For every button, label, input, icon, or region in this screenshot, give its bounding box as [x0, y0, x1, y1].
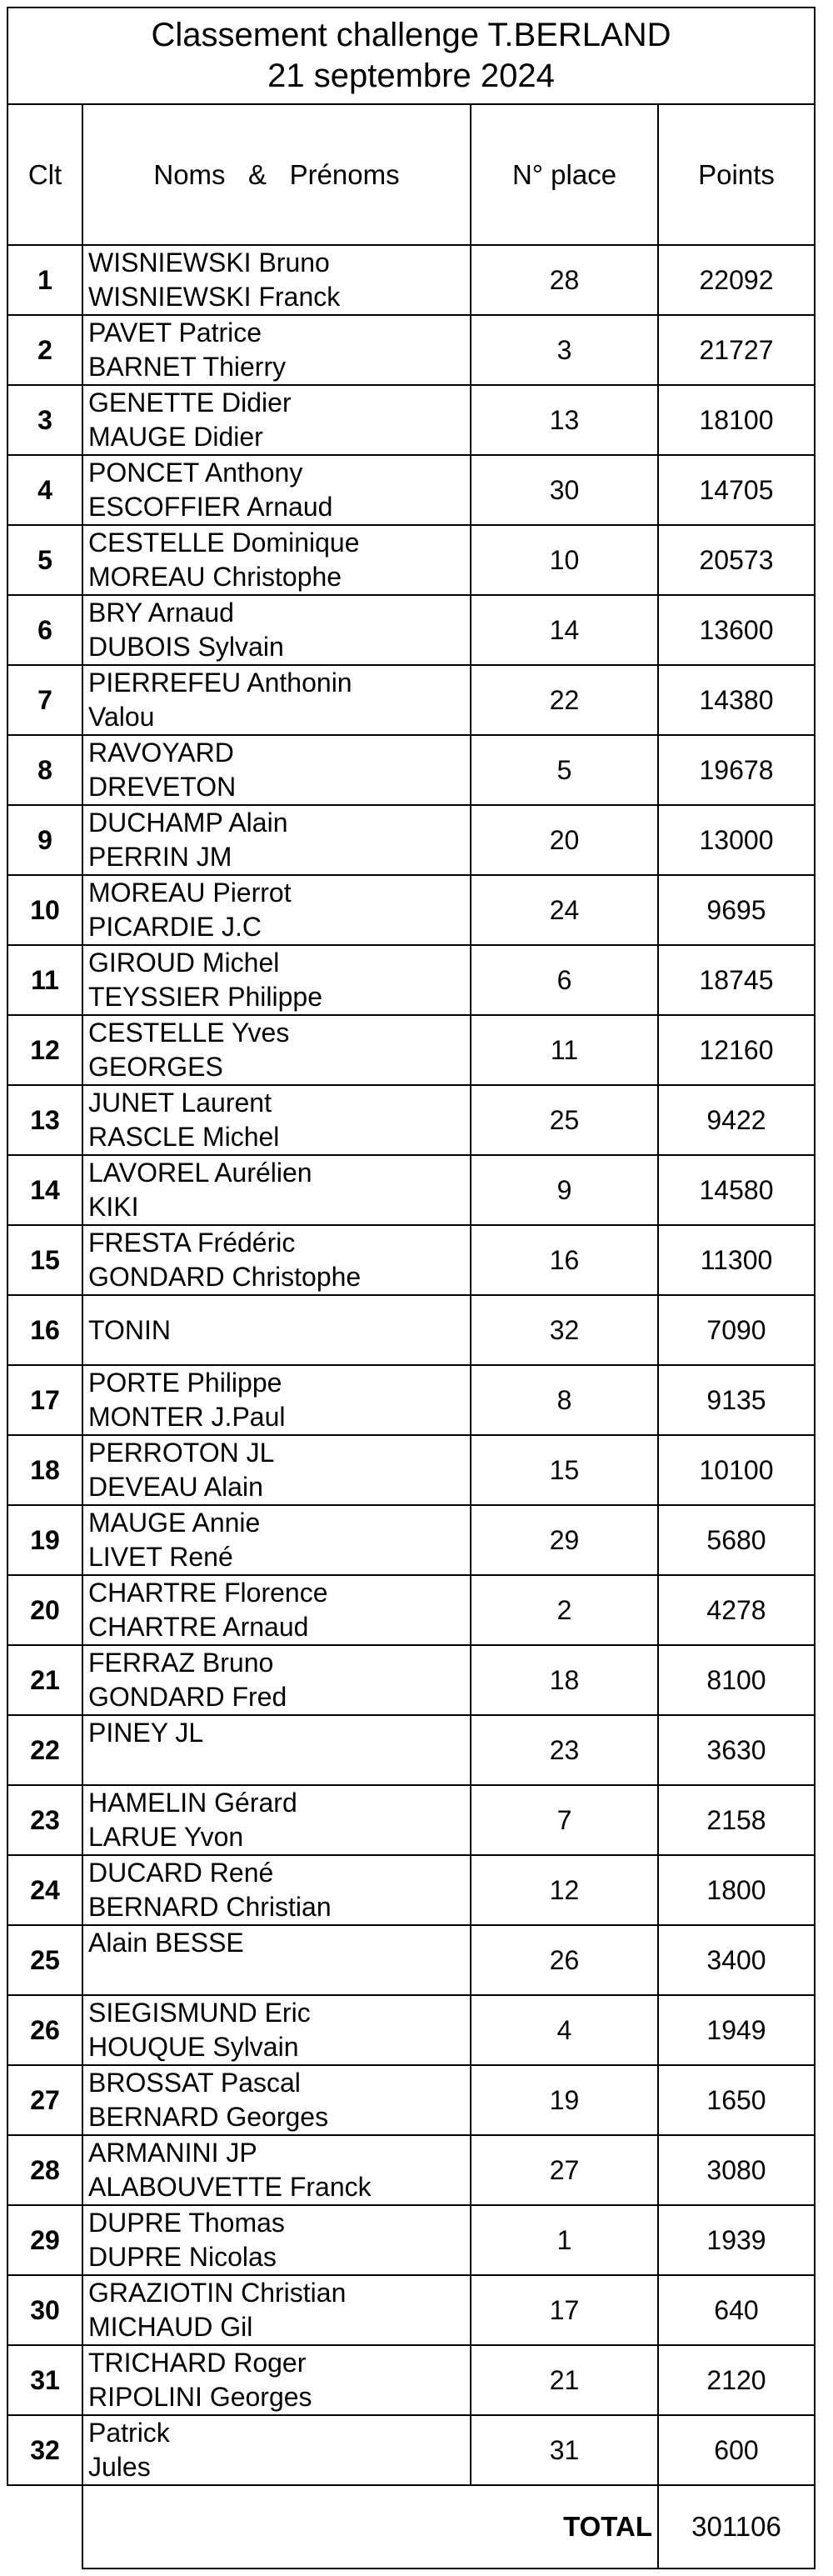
- rank-cell: 1: [7, 245, 82, 315]
- place-cell: 30: [471, 455, 658, 525]
- player-name-1: GIROUD Michel: [88, 948, 280, 978]
- table-row: [7, 385, 815, 455]
- names-cell: [82, 385, 471, 455]
- points-cell: 2158: [658, 1785, 815, 1855]
- points-cell: 3080: [658, 2135, 815, 2205]
- player-name-2: DREVETON: [88, 772, 237, 802]
- rank-cell: 23: [7, 1785, 82, 1855]
- player-name-1: ARMANINI JP: [88, 2138, 257, 2168]
- place-cell: 26: [471, 1925, 658, 1995]
- rank-cell: 32: [7, 2415, 82, 2485]
- names-cell: [82, 1995, 471, 2065]
- table-row: [7, 525, 815, 595]
- player-name-1: CESTELLE Dominique: [88, 528, 360, 558]
- player-name-1: MAUGE Annie: [88, 1508, 261, 1538]
- table-row: [7, 455, 815, 525]
- points-cell: 1650: [658, 2065, 815, 2135]
- place-cell: 5: [471, 735, 658, 805]
- rank-cell: 22: [7, 1715, 82, 1785]
- table-row: [7, 1995, 815, 2065]
- player-name-1: PONCET Anthony: [88, 458, 303, 488]
- place-cell: 4: [471, 1995, 658, 2065]
- table-row: [7, 875, 815, 945]
- names-cell: [82, 1085, 471, 1155]
- names-cell: [82, 875, 471, 945]
- player-name-1: DUCARD René: [88, 1858, 274, 1888]
- rank-cell: 4: [7, 455, 82, 525]
- points-cell: 3630: [658, 1715, 815, 1785]
- player-name-2: GONDARD Christophe: [88, 1262, 362, 1292]
- rank-cell: 19: [7, 1505, 82, 1575]
- points-cell: 18745: [658, 945, 815, 1015]
- table-row: [7, 665, 815, 735]
- place-cell: 17: [471, 2275, 658, 2345]
- table-row: [7, 315, 815, 385]
- rank-cell: 6: [7, 595, 82, 665]
- player-name-1: TONIN: [88, 1314, 171, 1345]
- place-cell: 21: [471, 2345, 658, 2415]
- points-cell: 19678: [658, 735, 815, 805]
- player-name-1: PAVET Patrice: [88, 318, 262, 348]
- header-names: Noms & Prénoms: [82, 104, 471, 245]
- header-row: [7, 104, 815, 245]
- place-cell: 1: [471, 2205, 658, 2275]
- rank-cell: 8: [7, 735, 82, 805]
- names-cell: [82, 2275, 471, 2345]
- player-name-1: Patrick: [88, 2418, 170, 2448]
- rank-cell: 16: [7, 1295, 82, 1365]
- points-cell: 14380: [658, 665, 815, 735]
- points-cell: 11300: [658, 1225, 815, 1295]
- points-cell: 12160: [658, 1015, 815, 1085]
- names-cell: [82, 1575, 471, 1645]
- player-name-1: PERROTON JL: [88, 1438, 275, 1468]
- player-name-2: CHARTRE Arnaud: [88, 1612, 309, 1642]
- rank-cell: 9: [7, 805, 82, 875]
- player-name-1: JUNET Laurent: [88, 1088, 272, 1118]
- rank-cell: 14: [7, 1155, 82, 1225]
- table-row: [7, 1925, 815, 1995]
- rank-cell: 7: [7, 665, 82, 735]
- points-cell: 13000: [658, 805, 815, 875]
- player-name-2: GONDARD Fred: [88, 1682, 287, 1712]
- place-cell: 27: [471, 2135, 658, 2205]
- table-row: [7, 1505, 815, 1575]
- names-cell: [82, 1715, 471, 1785]
- player-name-1: HAMELIN Gérard: [88, 1788, 297, 1818]
- place-cell: 25: [471, 1085, 658, 1155]
- place-cell: 11: [471, 1015, 658, 1085]
- table-row: [7, 1295, 815, 1365]
- points-cell: 14705: [658, 455, 815, 525]
- player-name-2: DEVEAU Alain: [88, 1472, 263, 1502]
- rank-cell: 28: [7, 2135, 82, 2205]
- rank-cell: 31: [7, 2345, 82, 2415]
- table-row: [7, 1855, 815, 1925]
- title-line-1: Classement challenge T.BERLAND: [151, 17, 671, 53]
- place-cell: 8: [471, 1365, 658, 1435]
- player-name-1: PINEY JL: [88, 1718, 204, 1748]
- place-cell: 18: [471, 1645, 658, 1715]
- place-cell: 13: [471, 385, 658, 455]
- player-name-1: DUCHAMP Alain: [88, 808, 288, 838]
- table-row: [7, 1225, 815, 1295]
- table-row: [7, 595, 815, 665]
- names-cell: [82, 1435, 471, 1505]
- points-cell: 20573: [658, 525, 815, 595]
- table-row: [7, 1015, 815, 1085]
- points-cell: 5680: [658, 1505, 815, 1575]
- names-cell: [82, 455, 471, 525]
- player-name-2: WISNIEWSKI Franck: [88, 282, 341, 312]
- place-cell: 3: [471, 315, 658, 385]
- points-cell: 22092: [658, 245, 815, 315]
- player-name-1: PORTE Philippe: [88, 1368, 282, 1398]
- table-row: [7, 245, 815, 315]
- player-name-2: BARNET Thierry: [88, 352, 287, 382]
- table-row: [7, 945, 815, 1015]
- player-name-2: [88, 1750, 470, 1784]
- names-cell: [82, 1785, 471, 1855]
- player-name-1: Alain BESSE: [88, 1928, 244, 1958]
- names-cell: [82, 2065, 471, 2135]
- names-cell: [82, 735, 471, 805]
- title-row: [7, 8, 815, 104]
- place-cell: 20: [471, 805, 658, 875]
- player-name-2: LIVET René: [88, 1542, 233, 1572]
- points-cell: 18100: [658, 385, 815, 455]
- names-cell: [82, 315, 471, 385]
- place-cell: 7: [471, 1785, 658, 1855]
- place-cell: 19: [471, 2065, 658, 2135]
- place-cell: 16: [471, 1225, 658, 1295]
- place-cell: 24: [471, 875, 658, 945]
- rank-cell: 5: [7, 525, 82, 595]
- rank-cell: 26: [7, 1995, 82, 2065]
- place-cell: 15: [471, 1435, 658, 1505]
- place-cell: 29: [471, 1505, 658, 1575]
- total-blank-cell: [7, 2485, 82, 2568]
- player-name-2: ESCOFFIER Arnaud: [88, 492, 333, 522]
- names-cell: [82, 1925, 471, 1995]
- player-name-2: HOUQUE Sylvain: [88, 2032, 299, 2062]
- rank-cell: 3: [7, 385, 82, 455]
- names-cell: [82, 1505, 471, 1575]
- place-cell: 23: [471, 1715, 658, 1785]
- rank-cell: 10: [7, 875, 82, 945]
- place-cell: 12: [471, 1855, 658, 1925]
- player-name-2: [88, 1960, 470, 1994]
- player-name-2: Jules: [88, 2452, 151, 2482]
- table-row: [7, 1645, 815, 1715]
- player-name-2: MONTER J.Paul: [88, 1402, 286, 1432]
- points-cell: 640: [658, 2275, 815, 2345]
- player-name-1: MOREAU Pierrot: [88, 878, 292, 908]
- names-cell: [82, 2345, 471, 2415]
- rank-cell: 2: [7, 315, 82, 385]
- place-cell: 9: [471, 1155, 658, 1225]
- place-cell: 22: [471, 665, 658, 735]
- points-cell: 21727: [658, 315, 815, 385]
- total-row: [7, 2485, 815, 2568]
- names-cell: [82, 1015, 471, 1085]
- player-name-1: GRAZIOTIN Christian: [88, 2278, 347, 2308]
- table-row: [7, 2345, 815, 2415]
- names-cell: [82, 2415, 471, 2485]
- names-cell: [82, 945, 471, 1015]
- place-cell: 10: [471, 525, 658, 595]
- player-name-1: WISNIEWSKI Bruno: [88, 248, 330, 278]
- player-name-2: PERRIN JM: [88, 842, 232, 872]
- place-cell: 32: [471, 1295, 658, 1365]
- points-cell: 13600: [658, 595, 815, 665]
- rank-cell: 25: [7, 1925, 82, 1995]
- table-row: [7, 1715, 815, 1785]
- player-name-1: TRICHARD Roger: [88, 2348, 307, 2378]
- header-place: N° place: [471, 104, 658, 245]
- player-name-2: MOREAU Christophe: [88, 562, 342, 592]
- player-name-1: PIERREFEU Anthonin: [88, 668, 352, 698]
- rank-cell: 13: [7, 1085, 82, 1155]
- rank-cell: 24: [7, 1855, 82, 1925]
- player-name-2: DUPRE Nicolas: [88, 2242, 277, 2272]
- table-row: [7, 1155, 815, 1225]
- points-cell: 7090: [658, 1295, 815, 1365]
- points-cell: 2120: [658, 2345, 815, 2415]
- names-cell: [82, 1365, 471, 1435]
- player-name-1: RAVOYARD: [88, 738, 234, 768]
- player-name-2: PICARDIE J.C: [88, 912, 262, 942]
- rank-cell: 30: [7, 2275, 82, 2345]
- names-cell: [82, 805, 471, 875]
- player-name-1: LAVOREL Aurélien: [88, 1158, 312, 1188]
- rank-cell: 11: [7, 945, 82, 1015]
- place-cell: 6: [471, 945, 658, 1015]
- names-cell: [82, 1645, 471, 1715]
- table-row: [7, 735, 815, 805]
- rank-cell: 20: [7, 1575, 82, 1645]
- names-cell: [82, 1295, 471, 1365]
- table-row: [7, 2065, 815, 2135]
- player-name-1: SIEGISMUND Eric: [88, 1998, 311, 2028]
- table-row: [7, 805, 815, 875]
- player-name-1: CESTELLE Yves: [88, 1018, 290, 1048]
- table-row: [7, 2135, 815, 2205]
- rank-cell: 29: [7, 2205, 82, 2275]
- player-name-2: GEORGES: [88, 1052, 223, 1082]
- rank-cell: 12: [7, 1015, 82, 1085]
- table-row: [7, 1575, 815, 1645]
- rank-cell: 17: [7, 1365, 82, 1435]
- names-cell: [82, 245, 471, 315]
- table-row: [7, 1435, 815, 1505]
- points-cell: 3400: [658, 1925, 815, 1995]
- place-cell: 14: [471, 595, 658, 665]
- player-name-1: FRESTA Frédéric: [88, 1228, 296, 1258]
- rank-cell: 21: [7, 1645, 82, 1715]
- points-cell: 9135: [658, 1365, 815, 1435]
- points-cell: 1939: [658, 2205, 815, 2275]
- header-rank: Clt: [7, 104, 82, 245]
- table-row: [7, 1085, 815, 1155]
- rank-cell: 15: [7, 1225, 82, 1295]
- names-cell: [82, 2135, 471, 2205]
- player-name-2: BERNARD Georges: [88, 2102, 329, 2132]
- names-cell: [82, 665, 471, 735]
- points-cell: 600: [658, 2415, 815, 2485]
- table-row: [7, 2205, 815, 2275]
- points-cell: 8100: [658, 1645, 815, 1715]
- points-cell: 1949: [658, 1995, 815, 2065]
- header-points: Points: [658, 104, 815, 245]
- names-cell: [82, 1855, 471, 1925]
- player-name-1: BROSSAT Pascal: [88, 2068, 301, 2098]
- total-value: 301106: [658, 2485, 815, 2568]
- points-cell: 1800: [658, 1855, 815, 1925]
- player-name-2: RASCLE Michel: [88, 1122, 280, 1152]
- player-name-1: FERRAZ Bruno: [88, 1648, 274, 1678]
- player-name-2: LARUE Yvon: [88, 1822, 244, 1852]
- player-name-2: BERNARD Christian: [88, 1892, 332, 1922]
- player-name-1: DUPRE Thomas: [88, 2208, 285, 2238]
- names-cell: [82, 525, 471, 595]
- points-cell: 10100: [658, 1435, 815, 1505]
- points-cell: 9422: [658, 1085, 815, 1155]
- player-name-2: DUBOIS Sylvain: [88, 632, 284, 662]
- player-name-1: BRY Arnaud: [88, 598, 234, 628]
- table-row: [7, 2415, 815, 2485]
- names-cell: [82, 1225, 471, 1295]
- rank-cell: 18: [7, 1435, 82, 1505]
- player-name-2: MAUGE Didier: [88, 422, 263, 452]
- points-cell: 14580: [658, 1155, 815, 1225]
- player-name-2: Valou: [88, 702, 155, 732]
- player-name-1: CHARTRE Florence: [88, 1578, 328, 1608]
- player-name-2: RIPOLINI Georges: [88, 2382, 312, 2412]
- title-line-2: 21 septembre 2024: [267, 58, 555, 94]
- total-label: TOTAL: [82, 2485, 658, 2568]
- player-name-2: KIKI: [88, 1192, 139, 1222]
- player-name-1: GENETTE Didier: [88, 388, 292, 418]
- names-cell: [82, 595, 471, 665]
- points-cell: 9695: [658, 875, 815, 945]
- table-row: [7, 1365, 815, 1435]
- player-name-2: TEYSSIER Philippe: [88, 982, 323, 1012]
- points-cell: 4278: [658, 1575, 815, 1645]
- player-name-2: ALABOUVETTE Franck: [88, 2172, 372, 2202]
- player-name-2: MICHAUD Gil: [88, 2312, 253, 2342]
- table-row: [7, 1785, 815, 1855]
- page-title: [7, 8, 815, 104]
- names-cell: [82, 2205, 471, 2275]
- rank-cell: 27: [7, 2065, 82, 2135]
- place-cell: 31: [471, 2415, 658, 2485]
- place-cell: 28: [471, 245, 658, 315]
- table-row: [7, 2275, 815, 2345]
- names-cell: [82, 1155, 471, 1225]
- ranking-table: [7, 7, 816, 2569]
- place-cell: 2: [471, 1575, 658, 1645]
